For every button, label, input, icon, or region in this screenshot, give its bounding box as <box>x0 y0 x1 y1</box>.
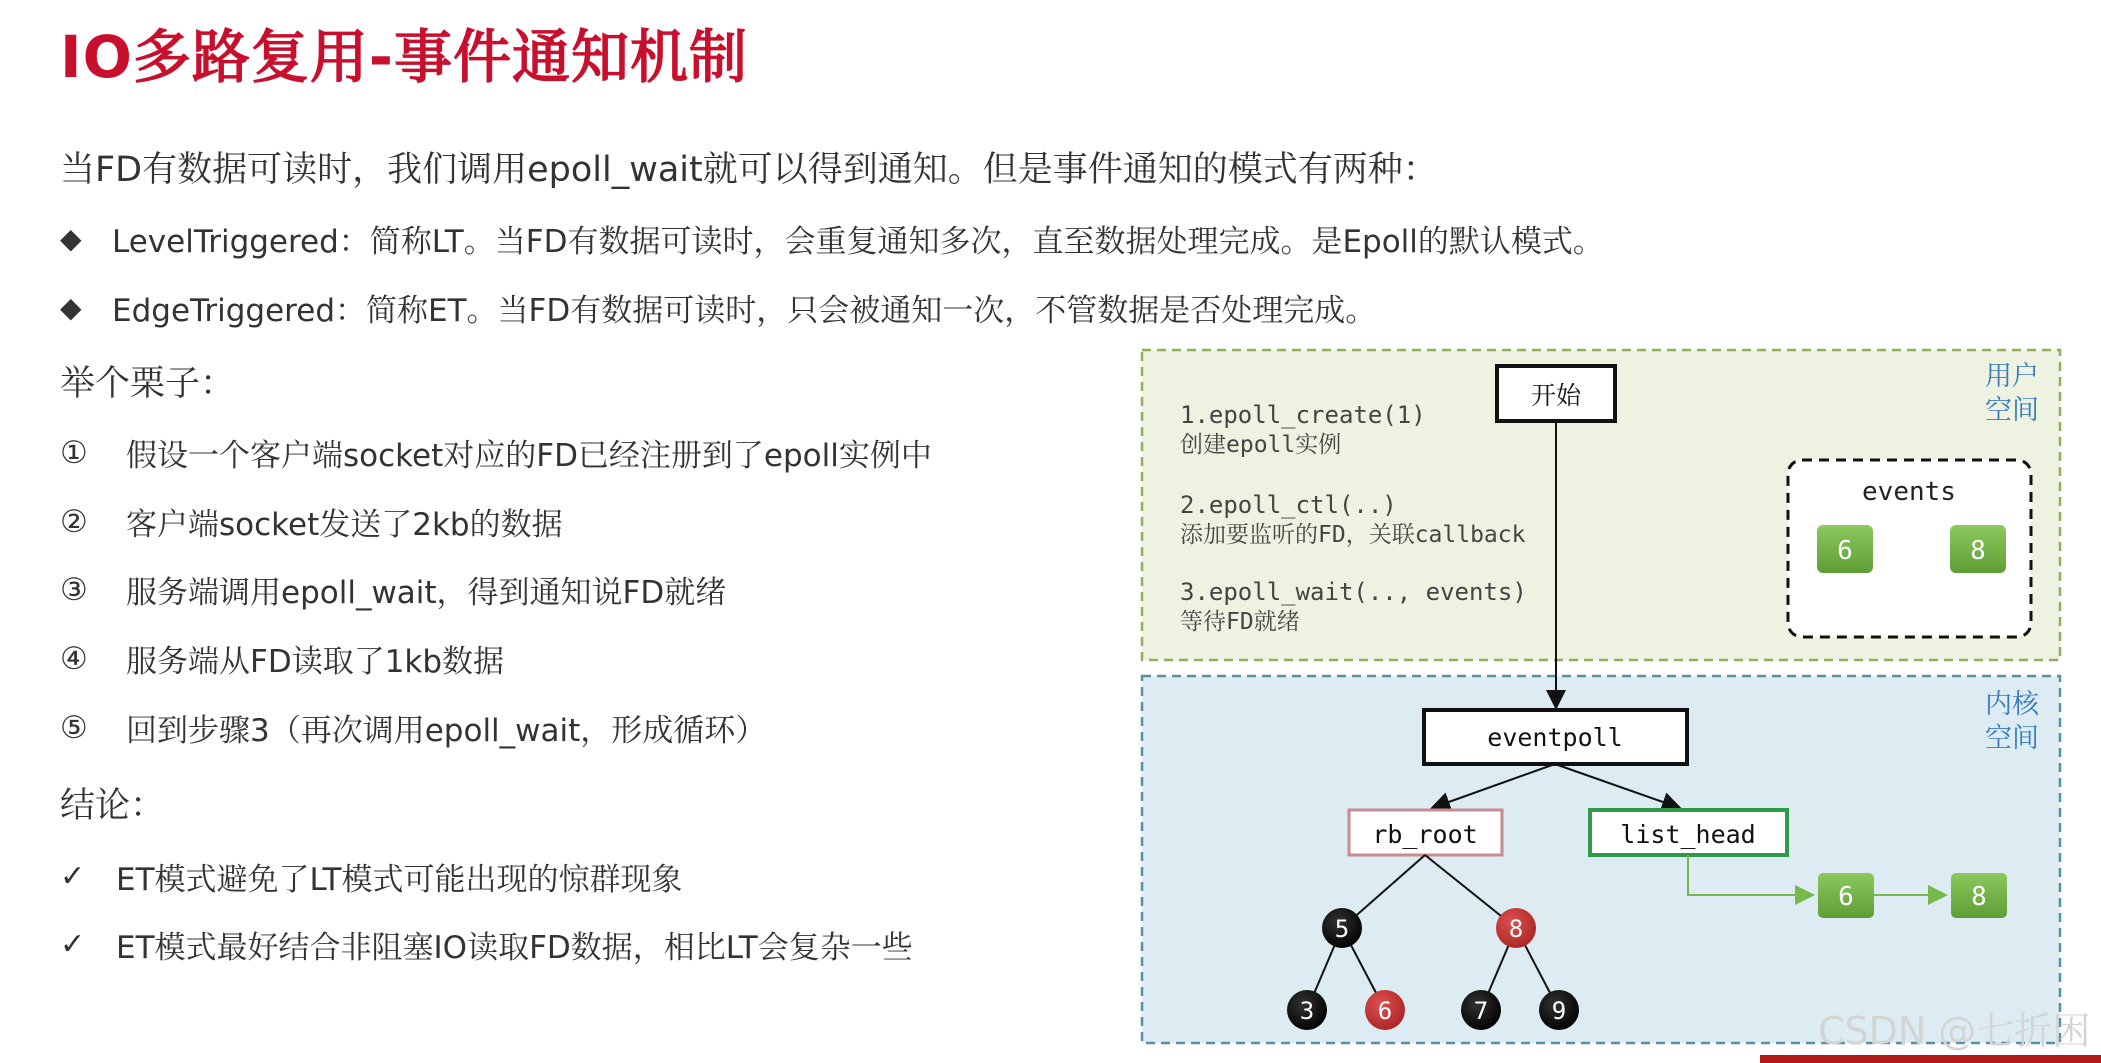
events-item-label: 6 <box>1837 536 1853 566</box>
conclusion-text: ET模式最好结合非阻塞IO读取FD数据，相比LT会复杂一些 <box>116 930 913 966</box>
watermark: CSDN @七折困 <box>1818 1009 2091 1053</box>
tree-node-label: 6 <box>1377 997 1393 1025</box>
step-number: ⑤ <box>60 709 88 746</box>
bottom-accent-bar <box>1760 1055 2101 1063</box>
call-epoll-create: 1.epoll_create(1) <box>1180 401 1426 429</box>
step-text: 服务端从FD读取了1kb数据 <box>126 644 505 680</box>
step-number: ② <box>60 503 88 540</box>
example-heading: 举个栗子： <box>60 364 236 404</box>
list-head-label: list_head <box>1620 820 1756 849</box>
call-epoll-create-desc: 创建epoll实例 <box>1180 432 1342 458</box>
step-text: 客户端socket发送了2kb的数据 <box>126 507 563 543</box>
intro-text: 当FD有数据可读时，我们调用epoll_wait就可以得到通知。但是事件通知的模式有两种： <box>60 150 1438 190</box>
rb-root-label: rb_root <box>1372 820 1478 849</box>
step-number: ④ <box>60 640 88 677</box>
diamond-bullet-icon: ◆ <box>60 222 82 255</box>
call-epoll-ctl-desc: 添加要监听的FD，关联callback <box>1180 522 1526 548</box>
check-icon: ✓ <box>60 927 86 962</box>
events-item-label: 8 <box>1970 536 1986 566</box>
tree-node-label: 9 <box>1551 997 1567 1025</box>
tree-node-label: 8 <box>1508 915 1524 943</box>
step-text: 假设一个客户端socket对应的FD已经注册到了epoll实例中 <box>126 438 932 474</box>
tree-node-label: 5 <box>1334 915 1350 943</box>
tree-node-label: 3 <box>1299 997 1315 1025</box>
page-title: IO多路复用-事件通知机制 <box>60 23 748 91</box>
call-epoll-ctl: 2.epoll_ctl(..) <box>1180 491 1397 519</box>
start-label: 开始 <box>1530 381 1582 410</box>
list-item-label: 6 <box>1838 882 1854 912</box>
conclusion-text: ET模式避免了LT模式可能出现的惊群现象 <box>116 862 683 898</box>
call-epoll-wait: 3.epoll_wait(.., events) <box>1180 578 1527 606</box>
user-space-label: 空间 <box>1985 395 2039 426</box>
step-text: 回到步骤3（再次调用epoll_wait，形成循环） <box>126 713 767 749</box>
diamond-bullet-icon: ◆ <box>60 291 82 324</box>
step-text: 服务端调用epoll_wait，得到通知说FD就绪 <box>126 575 727 611</box>
mode-et-text: EdgeTriggered：简称ET。当FD有数据可读时，只会被通知一次，不管数据是否处理完成。 <box>112 293 1377 329</box>
mode-lt-text: LevelTriggered：简称LT。当FD有数据可读时，会重复通知多次，直至数据处理完成。是Epoll的默认模式。 <box>112 224 1604 260</box>
kernel-space-label: 空间 <box>1985 723 2039 754</box>
call-epoll-wait-desc: 等待FD就绪 <box>1180 609 1300 635</box>
user-space-label: 用户 <box>1985 361 2039 392</box>
eventpoll-label: eventpoll <box>1487 723 1623 752</box>
events-label: events <box>1862 477 1956 507</box>
tree-node-label: 7 <box>1473 997 1489 1025</box>
conclusion-heading: 结论： <box>60 786 166 826</box>
step-number: ① <box>60 434 88 471</box>
kernel-space-label: 内核 <box>1985 689 2039 720</box>
check-icon: ✓ <box>60 859 86 894</box>
step-number: ③ <box>60 571 88 608</box>
list-item-label: 8 <box>1971 882 1987 912</box>
